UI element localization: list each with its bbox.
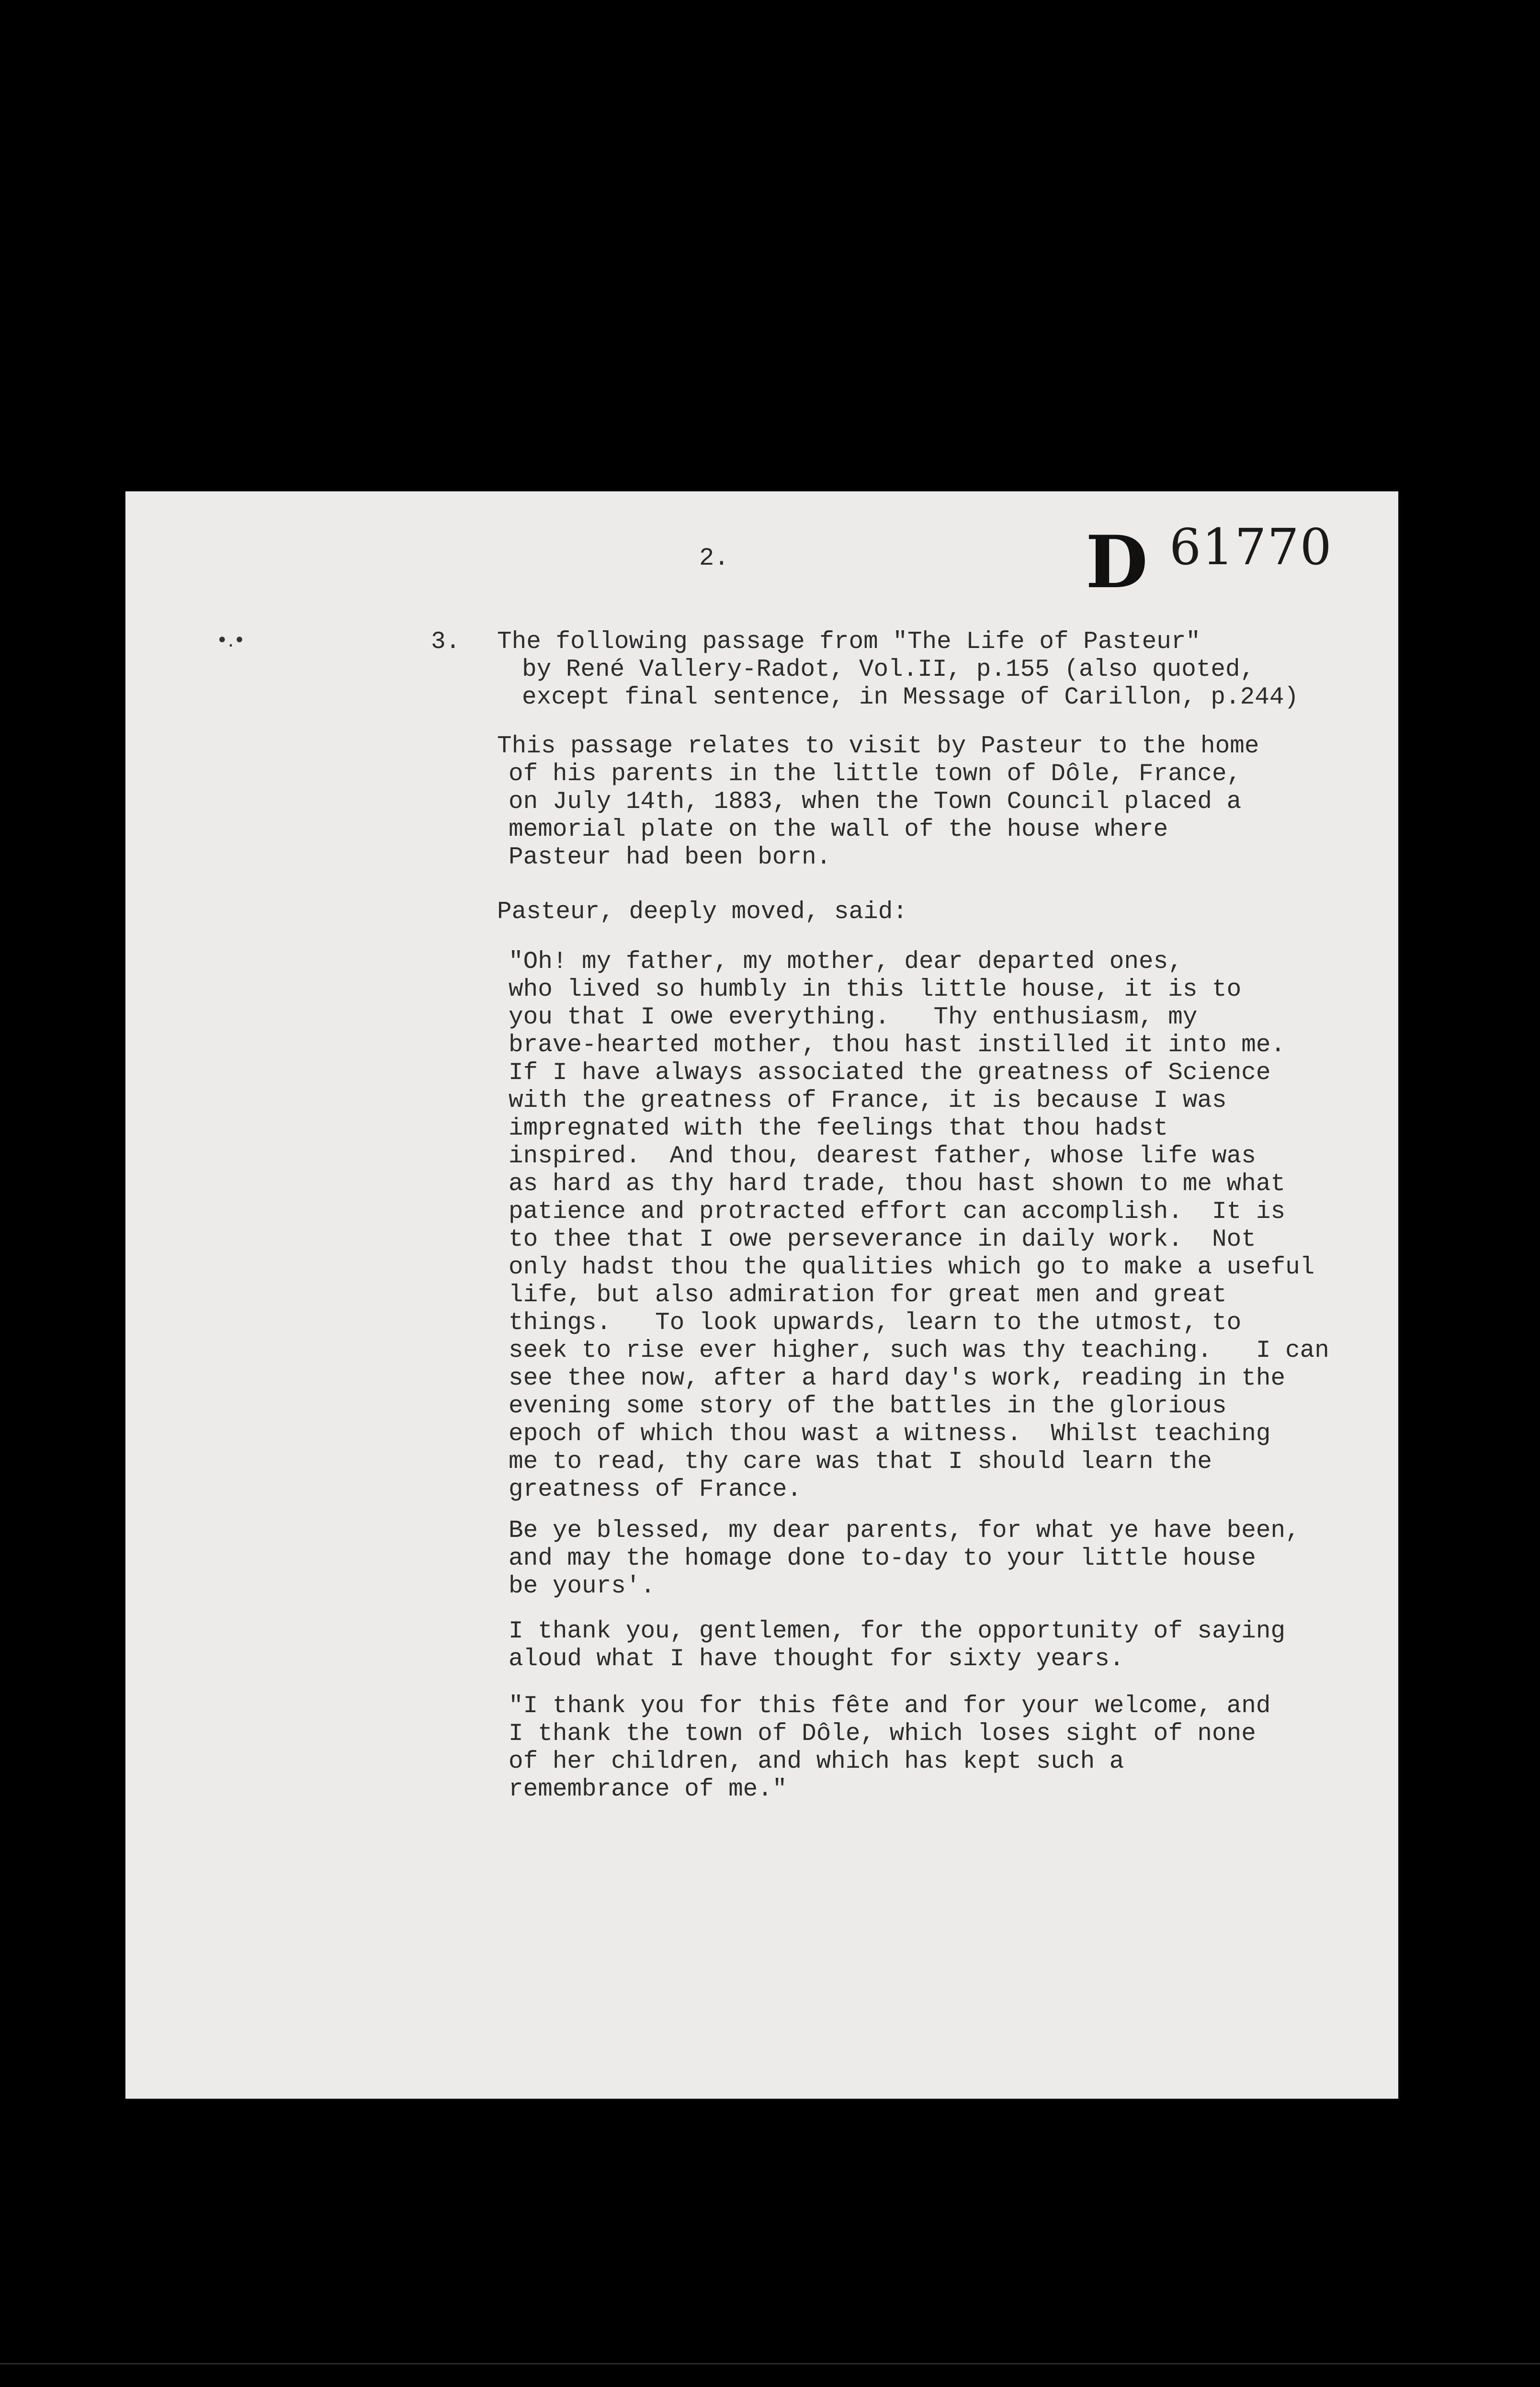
quote-line: impregnated with the feelings that thou hadst xyxy=(509,1115,1168,1142)
quote-line: I thank the town of Dôle, which loses sight of none xyxy=(509,1720,1256,1748)
quote-line: epoch of which thou wast a witness. Whilst teaching xyxy=(509,1421,1271,1448)
quote-line: of her children, and which has kept such a xyxy=(509,1748,1124,1775)
quote-line: be yours'. xyxy=(509,1573,656,1600)
quote-line: seek to rise ever higher, such was thy teaching. I can xyxy=(509,1337,1329,1364)
quote-line: "I thank you for this fête and for your welcome, and xyxy=(509,1693,1271,1720)
quote-line: to thee that I owe perseverance in daily work. Not xyxy=(509,1226,1256,1253)
viewer-bottom-edge xyxy=(0,2363,1540,2364)
intro-line: of his parents in the little town of Dôle, France, xyxy=(509,761,1242,788)
lead-in-line: Pasteur, deeply moved, said: xyxy=(497,898,907,926)
citation-line: The following passage from "The Life of Pasteur" xyxy=(497,628,1201,656)
document-page xyxy=(125,491,1398,2099)
quote-paragraph-4 xyxy=(509,1693,1270,1804)
intro-line: on July 14th, 1883, when the Town Council placed a xyxy=(509,788,1242,816)
quote-line: as hard as thy hard trade, thou hast shown to me what xyxy=(509,1171,1286,1198)
quote-line: only hadst thou the qualities which go to make a useful xyxy=(509,1254,1315,1281)
quote-line: If I have always associated the greatness of Science xyxy=(509,1059,1271,1087)
quote-paragraph-2 xyxy=(509,1517,1300,1601)
quote-line: you that I owe everything. Thy enthusiasm, my xyxy=(509,1004,1198,1031)
intro-line: memorial plate on the wall of the house where xyxy=(509,816,1168,843)
quote-line: greatness of France. xyxy=(509,1476,802,1503)
intro-line: This passage relates to visit by Pasteur to the home xyxy=(497,733,1259,760)
quote-line: things. To look upwards, learn to the utmost, to xyxy=(509,1309,1242,1337)
quote-line: life, but also admiration for great men and great xyxy=(509,1282,1227,1309)
quote-line: I thank you, gentlemen, for the opportunity of saying xyxy=(509,1618,1286,1645)
intro-line: Pasteur had been born. xyxy=(509,844,831,871)
quote-line: brave-hearted mother, thou hast instilled it into me. xyxy=(509,1032,1286,1059)
citation-line: except final sentence, in Message of Carillon, p.244) xyxy=(522,684,1299,711)
page-number: 2. xyxy=(699,544,729,572)
quote-line: who lived so humbly in this little house, it is to xyxy=(509,976,1242,1003)
stamp-letter: D xyxy=(1086,520,1148,604)
quote-line: remembrance of me." xyxy=(509,1776,787,1803)
quote-line: Be ye blessed, my dear parents, for what ye have been, xyxy=(509,1517,1300,1545)
quote-line: me to read, thy care was that I should learn the xyxy=(509,1448,1212,1476)
citation-line: by René Vallery-Radot, Vol.II, p.155 (also quoted, xyxy=(522,656,1255,683)
quote-line: with the greatness of France, it is because I was xyxy=(509,1087,1227,1114)
lead-in-paragraph xyxy=(497,898,907,926)
quote-line: "Oh! my father, my mother, dear departed ones, xyxy=(509,948,1183,976)
quote-line: and may the homage done to-day to your little house xyxy=(509,1545,1256,1572)
quote-paragraph-3 xyxy=(509,1618,1285,1673)
document-number-stamp: 61770 xyxy=(1169,518,1333,576)
citation-paragraph xyxy=(497,628,1299,712)
quote-line: see thee now, after a hard day's work, reading in the xyxy=(509,1365,1286,1392)
quote-line: aloud what I have thought for sixty years. xyxy=(509,1646,1124,1673)
item-number: 3. xyxy=(431,628,461,656)
quote-line: inspired. And thou, dearest father, whose life was xyxy=(509,1143,1256,1170)
quote-paragraph-1 xyxy=(509,948,1329,1504)
intro-paragraph xyxy=(497,733,1259,872)
quote-line: evening some story of the battles in the glorious xyxy=(509,1393,1227,1420)
margin-mark: •.• xyxy=(216,629,245,651)
quote-line: patience and protracted effort can accomplish. It is xyxy=(509,1198,1286,1226)
